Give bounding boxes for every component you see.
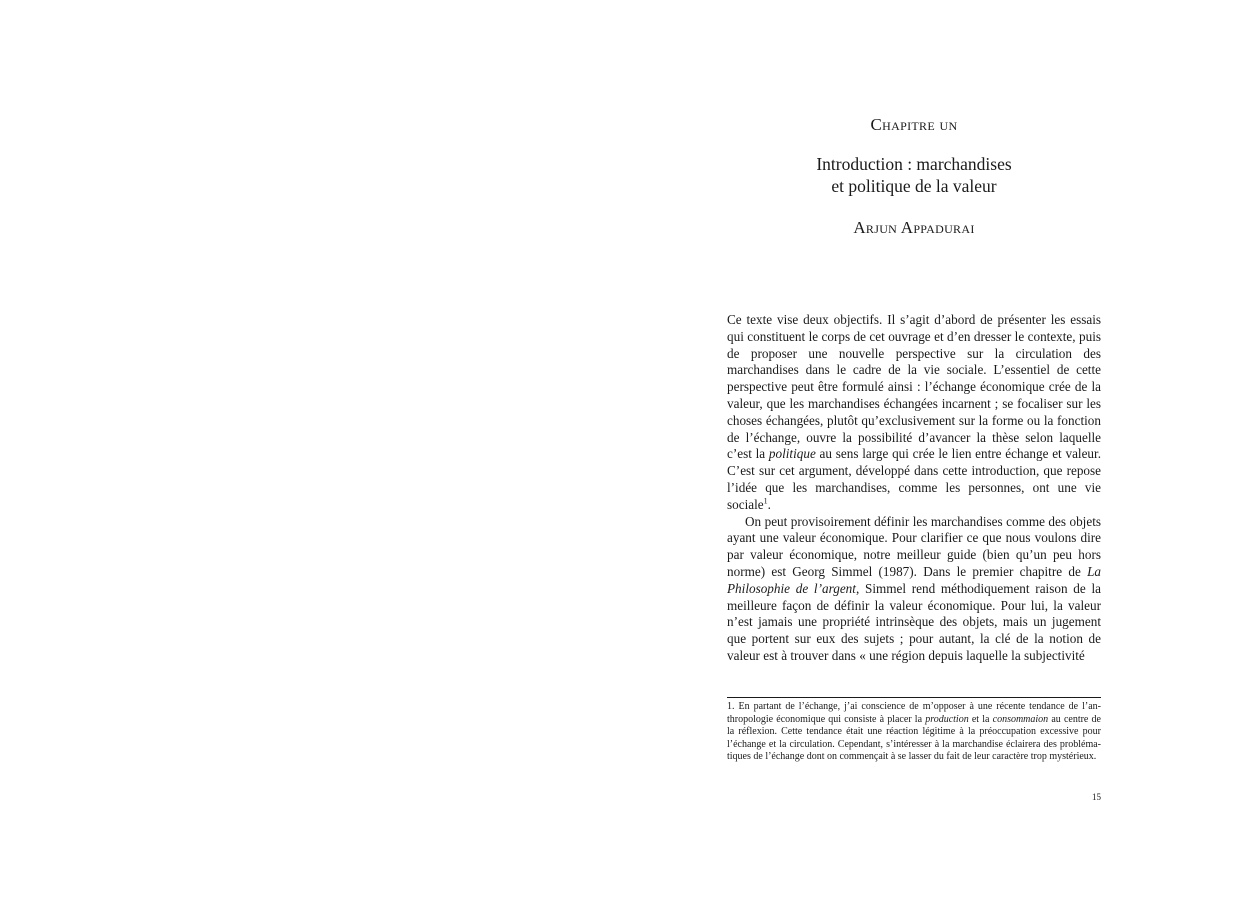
paragraph-1: Ce texte vise deux objectifs. Il s’agit d’abord de présenter les essais qui constituent le corps de cet ouvrage et d’en dresser le contexte, puis de proposer une nouvelle perspective sur la circulation des marchandises dans le cadre de la vie sociale. L’essentiel de cette perspective peut être formulé ainsi : l’échange économique crée de la valeur, que les marchandises échangées incarnent ; se focaliser sur les choses échangées, plutôt qu’exclusivement sur la forme ou la fonction de l’échange, ouvre la possibilité d’avancer la thèse selon laquelle c’est la politique au sens large qui crée le lien entre échange et valeur. C’est sur cet argument, développé dans cette introduction, que repose l’idée que les marchandises, comme les personnes, ont une vie sociale$^1$. [727, 312, 1101, 512]
chapter-author: Arjun Appadurai [853, 218, 975, 237]
chapter-title-line-2: et politique de la valeur [831, 176, 997, 196]
footnote-1: 1. En partant de l’échange, j’ai conscience de m’opposer à une récente tendance de l’anthropologie économique qui consiste à placer la production et la consommaion au centre de la réflexion. Cette tendance était une réaction légitime à la préoccupation excessive pour l’échange et la circulation. Cependant, s’intéresser à la marchandise éclairera des problématiques de l’échange dont on commençait à se lasser du fait de leur caractère trop mystérieux. [727, 697, 1101, 764]
body-text [727, 312, 1101, 665]
chapter-title-line-1: Introduction : marchandises [816, 154, 1012, 174]
footnote-ref-1[interactable]: 1 [763, 496, 768, 506]
chapter-title [727, 153, 1101, 197]
chapter-label: Chapitre un [870, 115, 958, 134]
paragraph-2: On peut provisoirement définir les marchandises comme des objets ayant une valeur économique. Pour clarifier ce que nous voulons dire par valeur économique, notre meilleur guide (bien qu’un peu hors norme) est Georg Simmel (1987). Dans le premier chapitre de La Philosophie de l’argent, Simmel rend méthodiquement raison de la meilleure façon de définir la valeur économique. Pour lui, la valeur n’est jamais une propriété intrinsèque des objets, mais un jugement que portent sur eux des sujets ; pour autant, la clé de la notion de valeur est à trouver dans « une région depuis laquelle la subjectivité [727, 513, 1101, 663]
page-number: 15 [1092, 792, 1101, 802]
emphasis-politique: politique [768, 446, 816, 462]
book-title-italic: La Philosophie de l’argent [727, 563, 1101, 596]
